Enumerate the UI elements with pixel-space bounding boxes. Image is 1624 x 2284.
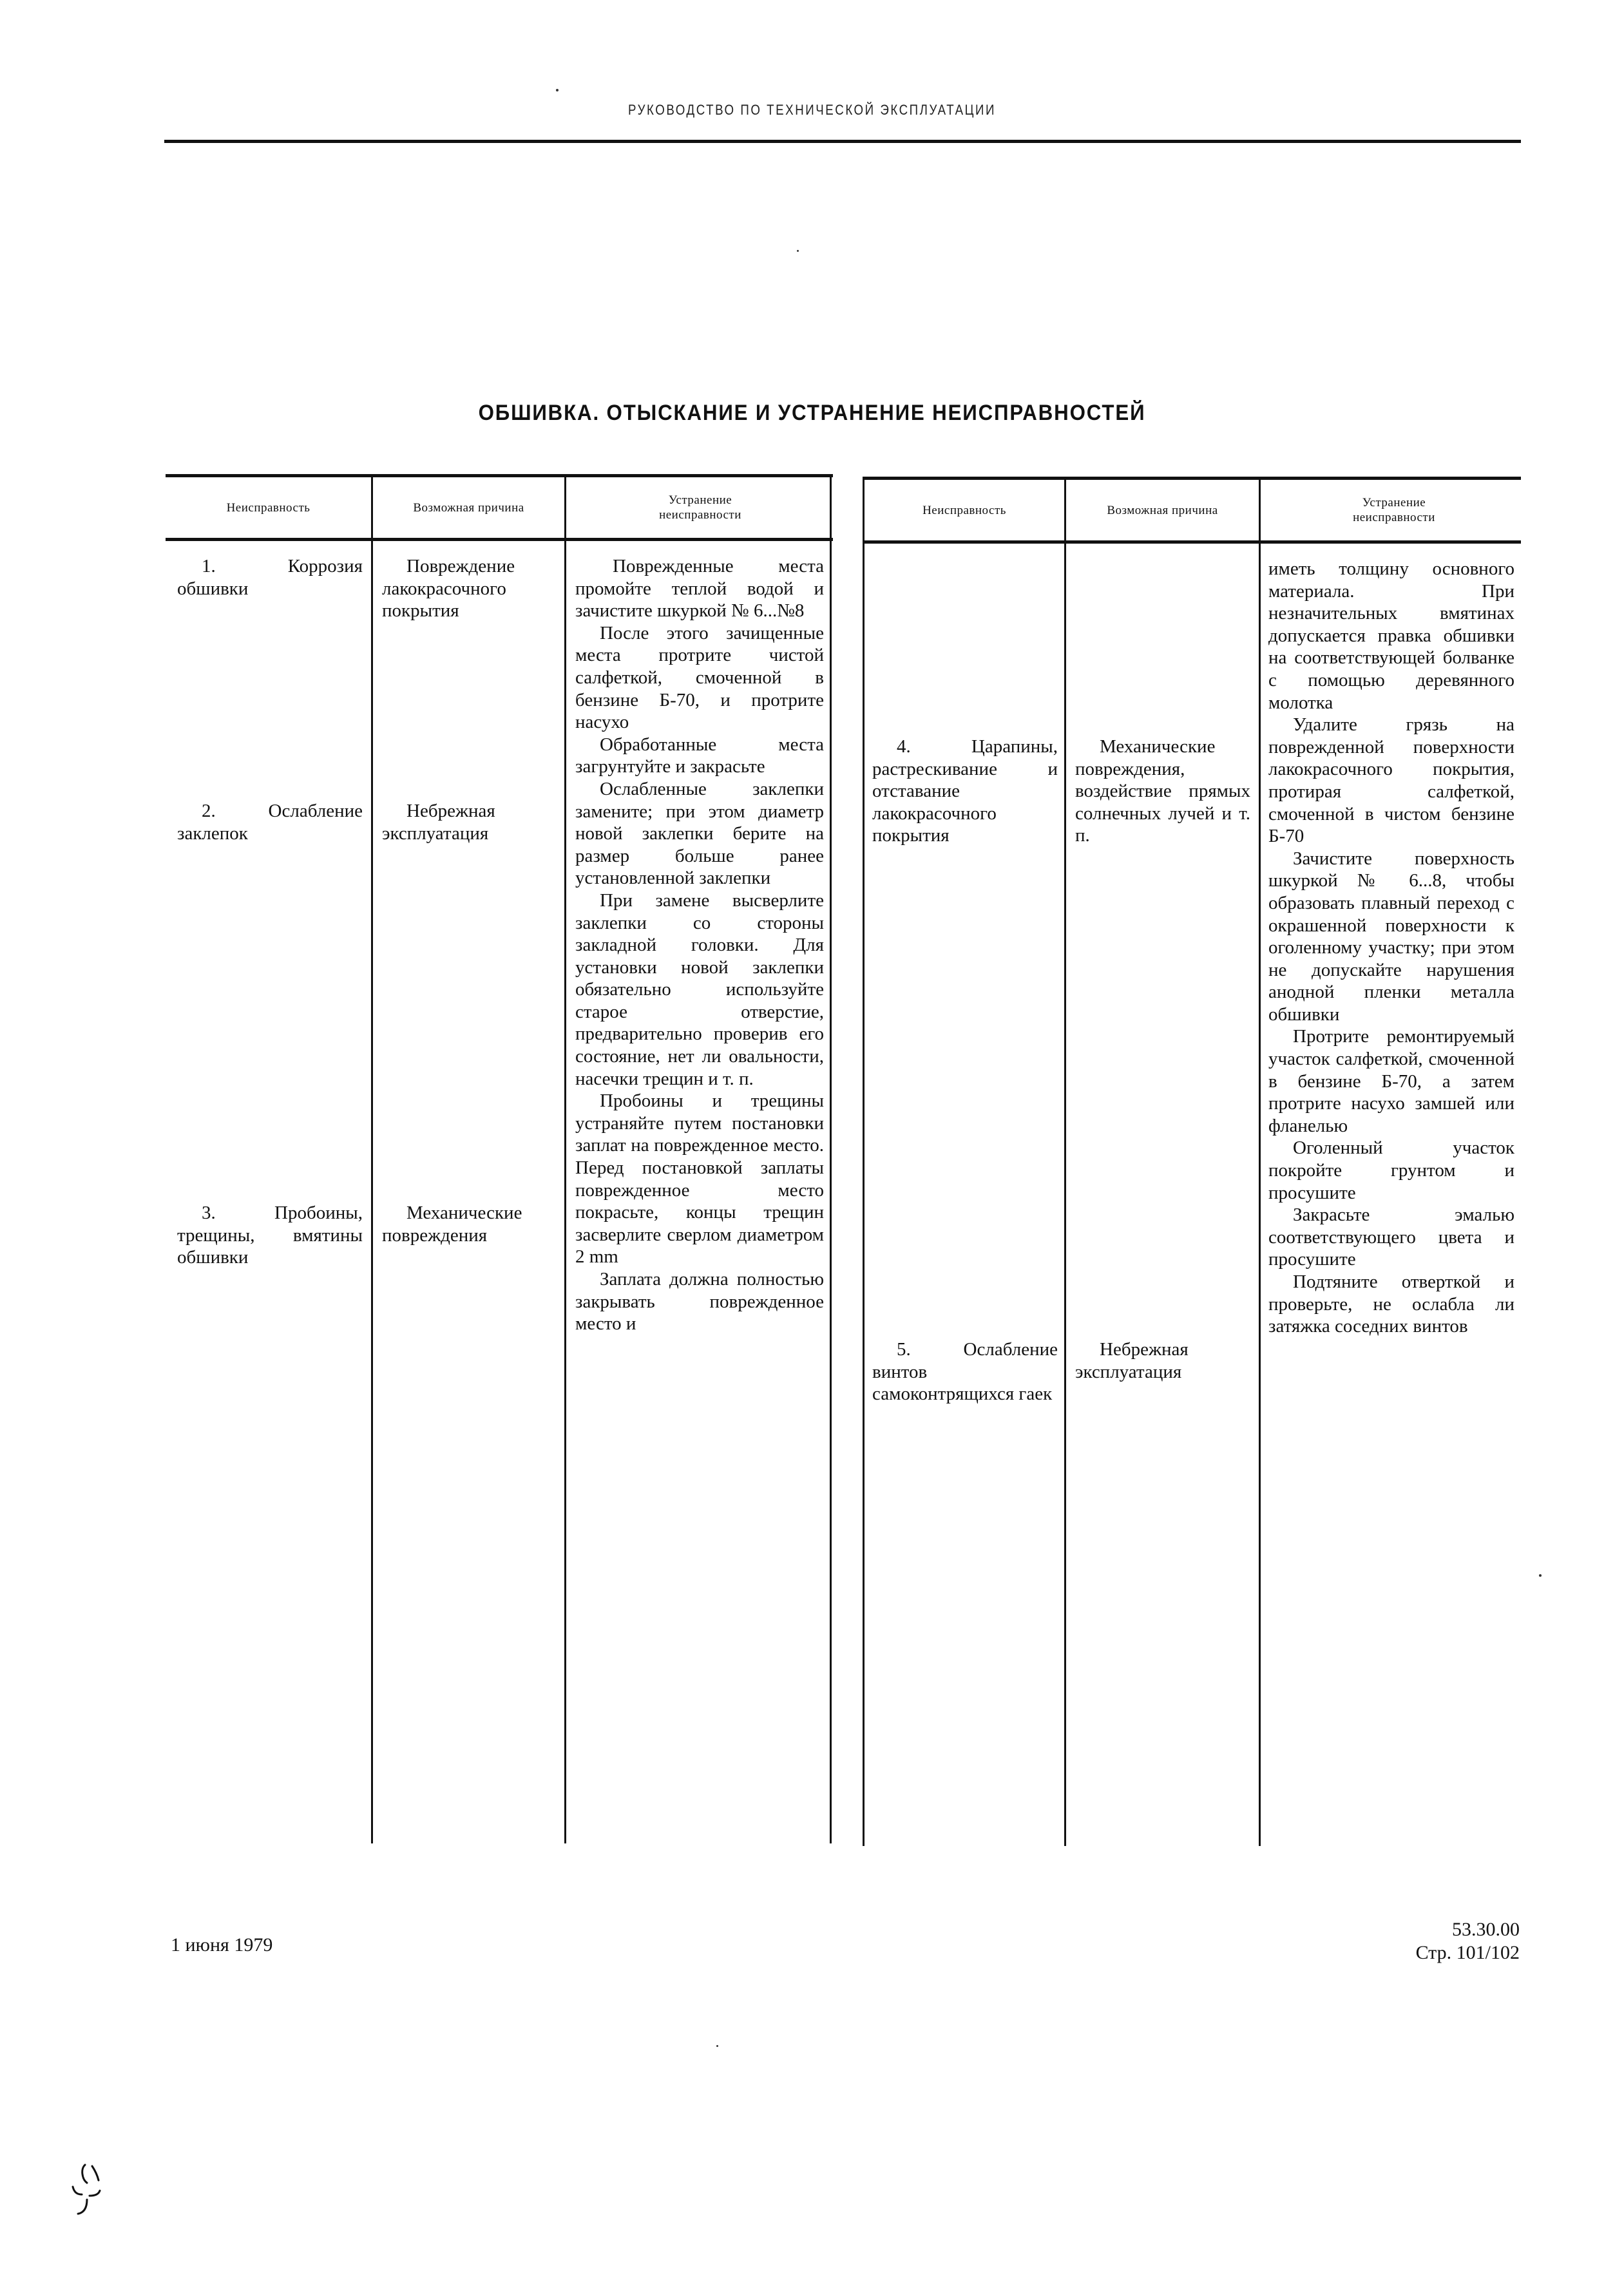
running-head: РУКОВОДСТВО ПО ТЕХНИЧЕСКОЙ ЭКСПЛУАТАЦИИ [628, 102, 996, 118]
column-header-remedy: Устранение неисправности [659, 493, 741, 522]
fault-item: 2. Ослабление заклепок [177, 801, 363, 844]
remedy-paragraph: Закрасьте эмалью соответствующего цвета и просушите [1268, 1204, 1514, 1270]
remedy-column [1268, 558, 1514, 1338]
column-header-remedy: Устранение неисправности [1353, 496, 1435, 524]
fault-item: 4. Царапины, растрескивание и отставание лакокрасочного покрытия [872, 736, 1058, 846]
scan-speck [556, 89, 559, 91]
page-title: ОБШИВКА. ОТЫСКАНИЕ И УСТРАНЕНИЕ НЕИСПРАВНОСТЕЙ [478, 401, 1146, 425]
cause-item: Небрежная эксплуатация [382, 801, 495, 844]
remedy-paragraph: Обработанные места загрунтуйте и закрасьте [575, 734, 824, 777]
column-divider [564, 474, 566, 1843]
remedy-paragraph: Зачистите поверхность шкуркой № 6...8, чтобы образовать плавный переход с окрашенной поверхности к оголенному участку; при этом не допускайте нарушения анодной пленки металла обшивки [1268, 848, 1514, 1025]
handwritten-mark-icon [68, 2161, 113, 2219]
column-header-fault: Неисправность [922, 503, 1006, 517]
scan-speck [716, 2045, 718, 2047]
troubleshooting-table-left [166, 474, 833, 1843]
table-right-border [830, 474, 832, 1843]
remedy-paragraph: Ослабленные заклепки замените; при этом диаметр новой заклепки берите на размер больше ранее установленной заклепки [575, 778, 824, 889]
remedy-paragraph: Пробоины и трещины устраняйте путем постановки заплат на поврежденное место. Перед постановкой заплаты поврежденное место покрасьте, концы трещин засверлите сверлом диаметром 2 mm [575, 1090, 824, 1268]
remedy-paragraph: Удалите грязь на поврежденной поверхности лакокрасочного покрытия, протирая салфеткой, смоченной в чистом бензине Б-70 [1268, 714, 1514, 847]
table-header-rule [166, 538, 833, 541]
fault-item: 5. Ослабление винтов самоконтрящихся гаек [872, 1339, 1058, 1405]
table-header-rule [863, 540, 1521, 544]
table-left-border [863, 477, 865, 1846]
column-header-fault: Неисправность [226, 500, 310, 515]
column-divider [1064, 477, 1066, 1846]
remedy-paragraph: Заплата должна полностью закрывать поврежденное место и [575, 1269, 824, 1335]
column-header-cause: Возможная причина [413, 500, 524, 515]
page-number: Стр. 101/102 [1415, 1942, 1520, 1963]
scan-speck [797, 250, 799, 252]
footer-code-block [1416, 1918, 1520, 1965]
cause-item: Механические повреждения [382, 1203, 522, 1246]
remedy-paragraph: После этого зачищенные места протрите чистой салфеткой, смоченной в бензине Б-70, и протрите насухо [575, 622, 824, 733]
fault-item: 1. Коррозия обшивки [177, 556, 363, 599]
document-code: 53.30.00 [1452, 1919, 1520, 1940]
remedy-paragraph: иметь толщину основного материала. При незначительных вмятинах допускается правка обшивки на соответствующей болванке с помощью деревянного молотка [1268, 558, 1514, 713]
header-rule [164, 140, 1521, 143]
remedy-column [575, 555, 824, 1335]
remedy-paragraph: Поврежденные места промойте теплой водой и зачистите шкуркой № 6...№8 [575, 556, 824, 622]
scan-speck [1539, 1574, 1542, 1577]
remedy-paragraph: Оголенный участок покройте грунтом и просушите [1268, 1137, 1514, 1203]
cause-item: Небрежная эксплуатация [1075, 1339, 1189, 1382]
troubleshooting-table-right [863, 477, 1521, 1846]
footer-date: 1 июня 1979 [171, 1934, 273, 1956]
cause-item: Повреждение лакокрасочного покрытия [382, 556, 515, 622]
column-divider [1259, 477, 1261, 1846]
remedy-paragraph: При замене высверлите заклепки со стороны закладной головки. Для установки новой заклепки обязательно используйте старое отверстие, предварительно проверив его состояние, нет ли овальности, насечки трещин и т. п. [575, 890, 824, 1089]
remedy-paragraph: Протрите ремонтируемый участок салфеткой, смоченной в бензине Б-70, а затем протрите насухо замшей или фланелью [1268, 1026, 1514, 1136]
fault-item: 3. Пробоины, трещины, вмятины обшивки [177, 1203, 363, 1268]
column-divider [371, 474, 373, 1843]
remedy-paragraph: Подтяните отверткой и проверьте, не ослабла ли затяжка соседних винтов [1268, 1271, 1514, 1337]
cause-item: Механические повреждения, воздействие прямых солнечных лучей и т. п. [1075, 736, 1250, 846]
column-header-cause: Возможная причина [1107, 503, 1218, 517]
